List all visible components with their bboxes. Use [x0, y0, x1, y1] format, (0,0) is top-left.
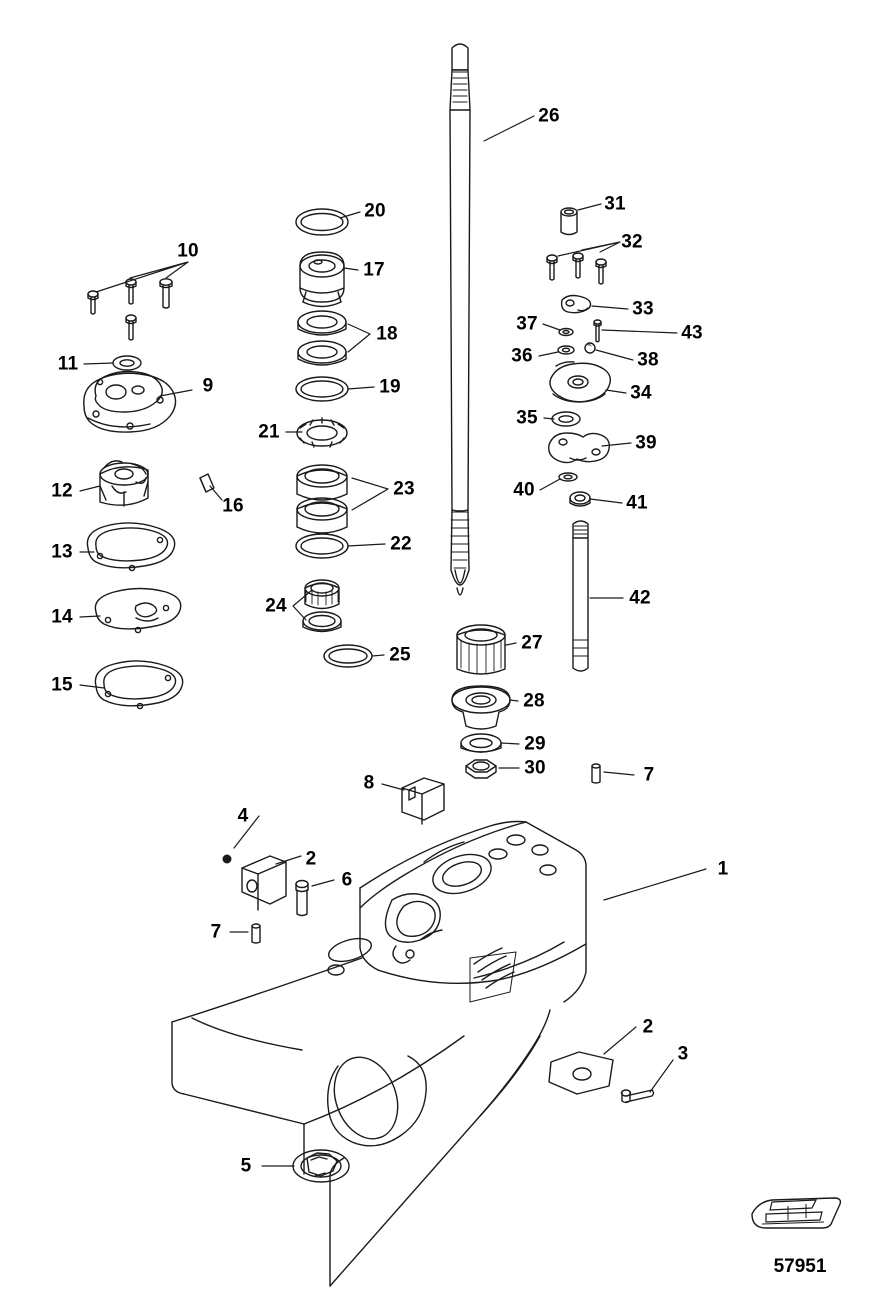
part-27-roller-bearing: [457, 625, 505, 674]
callout-36: 36: [511, 345, 533, 367]
part-20-o-ring: [296, 209, 348, 235]
part-19-o-ring: [296, 377, 348, 401]
part-14-face-plate: [95, 589, 180, 633]
part-24-bearing-washer: [303, 580, 341, 632]
part-37-washer: [559, 329, 573, 336]
part-4-pin: [223, 855, 232, 864]
callout-9: 9: [202, 375, 214, 397]
callout-18: 18: [376, 323, 398, 345]
part-3-bolt: [622, 1090, 654, 1103]
callout-17: 17: [363, 259, 385, 281]
part-40-washer: [559, 473, 577, 481]
callout-34: 34: [630, 382, 652, 404]
callout-13: 13: [51, 541, 73, 563]
callout-16: 16: [222, 495, 244, 517]
part-30-nut: [466, 760, 496, 778]
callout-40: 40: [513, 479, 535, 501]
part-41-nut: [570, 492, 590, 506]
part-10-screws: [88, 279, 172, 340]
callout-37: 37: [516, 313, 538, 335]
part-29-washer: [461, 734, 501, 752]
callout-10: 10: [177, 240, 199, 262]
part-39-shift-plate: [549, 433, 610, 463]
callout-20: 20: [364, 200, 386, 222]
part-12-impeller: [100, 461, 148, 506]
part-23-bearings: [297, 465, 347, 533]
callout-21: 21: [258, 421, 280, 443]
part-38-detent-ball: [585, 343, 595, 353]
callout-38: 38: [637, 349, 659, 371]
callout-3: 3: [677, 1043, 689, 1065]
part-1-gearcase-housing: [172, 822, 586, 1287]
callout-30: 30: [524, 757, 546, 779]
callout-28: 28: [523, 690, 545, 712]
leader-lines: [80, 116, 706, 1166]
callout-6: 6: [341, 869, 353, 891]
boat-icon: [752, 1198, 840, 1228]
part-11-washer: [113, 356, 141, 370]
part-7a-pin: [252, 924, 260, 943]
callout-33: 33: [632, 298, 654, 320]
part-8-anode: [402, 778, 444, 824]
callout-2a: 2: [305, 848, 317, 870]
part-32-screws: [547, 253, 606, 284]
part-28-bearing-carrier: [452, 686, 510, 729]
part-17-pump-housing: [300, 252, 344, 307]
part-36-washer: [558, 346, 574, 354]
part-25-o-ring: [324, 645, 372, 667]
callout-22: 22: [390, 533, 412, 555]
callout-19: 19: [379, 376, 401, 398]
callout-4: 4: [237, 805, 249, 827]
part-31-bushing: [561, 208, 577, 235]
callout-12: 12: [51, 480, 73, 502]
part-6-bolt: [296, 881, 308, 916]
callout-35: 35: [516, 407, 538, 429]
part-43-pin: [594, 320, 601, 342]
part-35-washer: [552, 412, 580, 426]
part-2b-anode-block: [549, 1052, 613, 1094]
callout-23: 23: [393, 478, 415, 500]
part-16-woodruff-key: [200, 474, 214, 492]
part-9-pump-housing: [84, 372, 176, 433]
callout-29: 29: [524, 733, 546, 755]
part-21-bearing: [297, 418, 347, 447]
part-15-gasket: [95, 661, 182, 709]
callout-8: 8: [363, 772, 375, 794]
callout-5: 5: [240, 1155, 252, 1177]
part-22-o-ring: [296, 534, 348, 558]
callout-15: 15: [51, 674, 73, 696]
callout-14: 14: [51, 606, 73, 628]
part-13-gasket: [87, 523, 174, 571]
callout-1: 1: [717, 858, 729, 880]
part-34-shift-cam: [550, 362, 610, 402]
callout-25: 25: [389, 644, 411, 666]
part-26-driveshaft: [450, 44, 470, 595]
callout-42: 42: [629, 587, 651, 609]
callout-2b: 2: [642, 1016, 654, 1038]
callout-27: 27: [521, 632, 543, 654]
callout-39: 39: [635, 432, 657, 454]
part-5-drain-plug: [293, 1150, 349, 1182]
callout-26: 26: [538, 105, 560, 127]
callout-24: 24: [265, 595, 287, 617]
part-18-seals: [298, 311, 346, 365]
callout-41: 41: [626, 492, 648, 514]
callout-11: 11: [57, 353, 79, 375]
callout-7a: 7: [210, 921, 222, 943]
part-7b-pin: [592, 764, 600, 783]
callout-31: 31: [604, 193, 626, 215]
figure-number: 57951: [773, 1256, 827, 1277]
part-42-propeller-shaft: [573, 521, 588, 671]
callout-32: 32: [621, 231, 643, 253]
part-2a-anode-block: [242, 856, 286, 910]
callout-43: 43: [681, 322, 703, 344]
callout-7b: 7: [643, 764, 655, 786]
part-33-shift-lever: [562, 296, 591, 313]
